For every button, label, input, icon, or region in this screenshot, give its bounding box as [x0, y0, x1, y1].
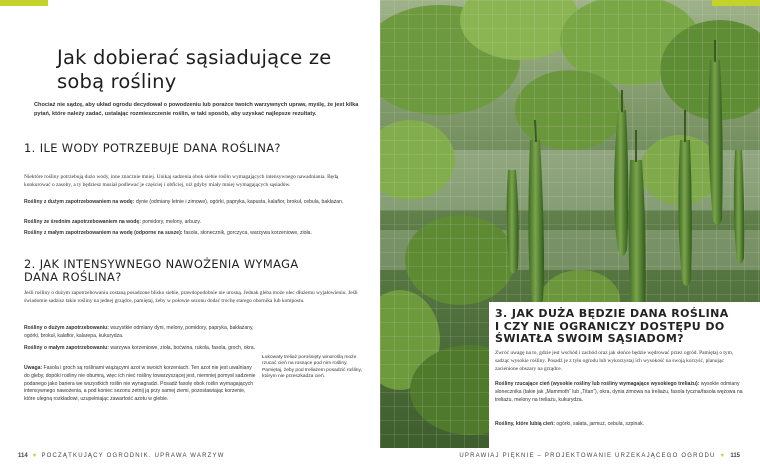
section2-item2-label: Rośliny o małym zapotrzebowaniu:	[24, 345, 109, 351]
page-title: Jak dobierać sąsiadujące ze sobą rośliny	[57, 46, 332, 93]
heart-icon: ♥	[720, 453, 726, 459]
page-number-right: 115	[730, 453, 740, 459]
section2-item1	[24, 325, 256, 341]
heart-icon: ♥	[32, 453, 38, 459]
page-number-left: 114	[18, 453, 28, 459]
section3-item2	[495, 421, 745, 429]
section1-item3-label: Rośliny z małym zapotrzebowaniem na wodę (odporne na susze):	[24, 230, 183, 236]
section2-item1-text: wszystkie odmiany dyni, melony, pomidory, papryka, bakłażany, ogórki, brokuł, kalafior, kalarepa, kukurydza.	[24, 325, 254, 339]
section1-item3	[24, 230, 364, 238]
section1-body: Niektóre rośliny potrzebują dużo wody, inne znacznie mniej. Unikaj sadzenia obok siebie roślin wymagających intensywnego nawadniania. Będą konkurować o zasoby, a ty będziesz musiał podlewać je częściej i obficiej, niż gdyby miały mniej wymagających sąsiadów.	[24, 174, 339, 188]
section1-item1	[24, 199, 364, 207]
section2-item1-label: Rośliny o dużym zapotrzebowaniu:	[24, 325, 109, 331]
section2-note	[24, 365, 256, 404]
section1-item1-label: Rośliny z dużym zapotrzebowaniem na wodę:	[24, 199, 135, 205]
section1-item1-text: dynie (odmiany letnie i zimowe), ogórki, papryka, kapusta, kalafior, brokuł, cebula, bakłażan.	[135, 199, 344, 205]
photo-caption: Łukowaty treliaż porośnięty winoroślą może rzucać cień na rosnące pod nim rośliny. Pamiętaj, żeby pod treliażem posadzić rośliny, którym nie przeszkadza cień.	[262, 355, 362, 380]
section1-item2-text: pomidory, melony, arbuzy.	[142, 219, 201, 225]
section2-heading: 2. JAK INTENSYWNEGO NAWOŻENIA WYMAGA DANA ROŚLINA?	[24, 257, 299, 284]
section2-note-label: Uwaga:	[24, 365, 43, 371]
running-head-left: POCZĄTKUJĄCY OGRODNIK. UPRAWA WARZYW	[41, 453, 225, 459]
running-head-right: UPRAWIAJ PIĘKNIE – PROJEKTOWANIE URZEKAJĄCEGO OGRODU	[459, 453, 716, 459]
section3-item1-text: wysokie odmiany słonecznika (takie jak „Mammoth” lub „Titan”), okra, dynia zimowa na treliażu, fasola tyczna/fasola wężowa na treliażu, melony na treliażu, kukurydza.	[495, 381, 743, 403]
accent-bar-right	[712, 0, 760, 6]
section2-note-text: Fasola i groch są roślinami wiążącymi azot w swoich korzeniach. Ten azot nie jest uwalniany do gleby, dopóki rośliny nie obumrą, więc ich nieć rośliny towarzyszącej jest, niemniej pomysł sadzenie podanego jako bariera we wszystkich roślin nie wynagradzi. Posadź fasolę obok roślin wymagających intensywnego nawożenia, a pod koniec sezonu zetnij ją przy samej ziemi, pozostawiając korzenie, które ulegną rozkładowi, uzupełniając zawartość azotu w glebie.	[24, 365, 256, 403]
section2-body: Jeśli rośliny o dużym zapotrzebowaniu zostaną posadzone blisko siebie, prawdopodobnie nie urosną. Jednak gleba może ulec dłużemu wyjałowieniu. Jeśli świadomie sadzisz takie rośliny na jednej grządce, pamiętaj, żeby w połowie sezonu dodać trochę starego obornika lub kompostu.	[24, 290, 358, 304]
section3-body: Zwróć uwagę na to, gdzie jest wschód i zachód oraz jak słońce będzie wędrować przez ogród. Pamiętaj o tym, sadząc wysokie rośliny. Posadź je z tyłu ogrodu lub wykorzystaj ich wysokość na swoją korzyść, planując zacienione obszary na grządce.	[495, 350, 734, 372]
section3-item1-label: Rośliny rzucające cień (wysokie rośliny lub rośliny wymagające wysokiego treliażu):	[495, 381, 700, 387]
section3-item2-label: Rośliny, które lubią cień:	[495, 421, 555, 427]
section1-item3-text: fasola, słonecznik, gorczyca, warzywa korzeniowe, zioła.	[183, 230, 312, 236]
section3-heading: 3. JAK DUŻA BĘDZIE DANA ROŚLINA I CZY NIE OGRANICZY DOSTĘPU DO ŚWIATŁA SWOIM SĄSIADOM?	[495, 307, 729, 346]
section2-item2-text: warzywa korzeniowe, zioła, boćwina, rukola, fasola, groch, okra.	[110, 345, 256, 351]
section3-item2-text: ogórki, sałata, jarmuż, cebula, szpinak.	[556, 421, 645, 427]
section1-item2-label: Rośliny ze średnim zapotrzebowaniem na wodę:	[24, 219, 141, 225]
footer-right	[459, 453, 740, 459]
section1-heading: 1. ILE WODY POTRZEBUJE DANA ROŚLINA?	[24, 141, 281, 155]
section3-item1	[495, 381, 745, 404]
intro-paragraph: Chociaż nie sądzę, aby układ ogrodu decydował o powodzeniu lub porażce twoich warzywnych upraw, myślę, że jest kilka pytań, które należy zadać, ustalając rozmieszczenie roślin, w taki sposób, aby uzyskać najlepsze rezultaty.	[34, 102, 359, 117]
section1-item2	[24, 219, 364, 227]
section2-item2	[24, 345, 256, 353]
accent-bar	[0, 0, 48, 6]
footer-left	[18, 453, 225, 459]
